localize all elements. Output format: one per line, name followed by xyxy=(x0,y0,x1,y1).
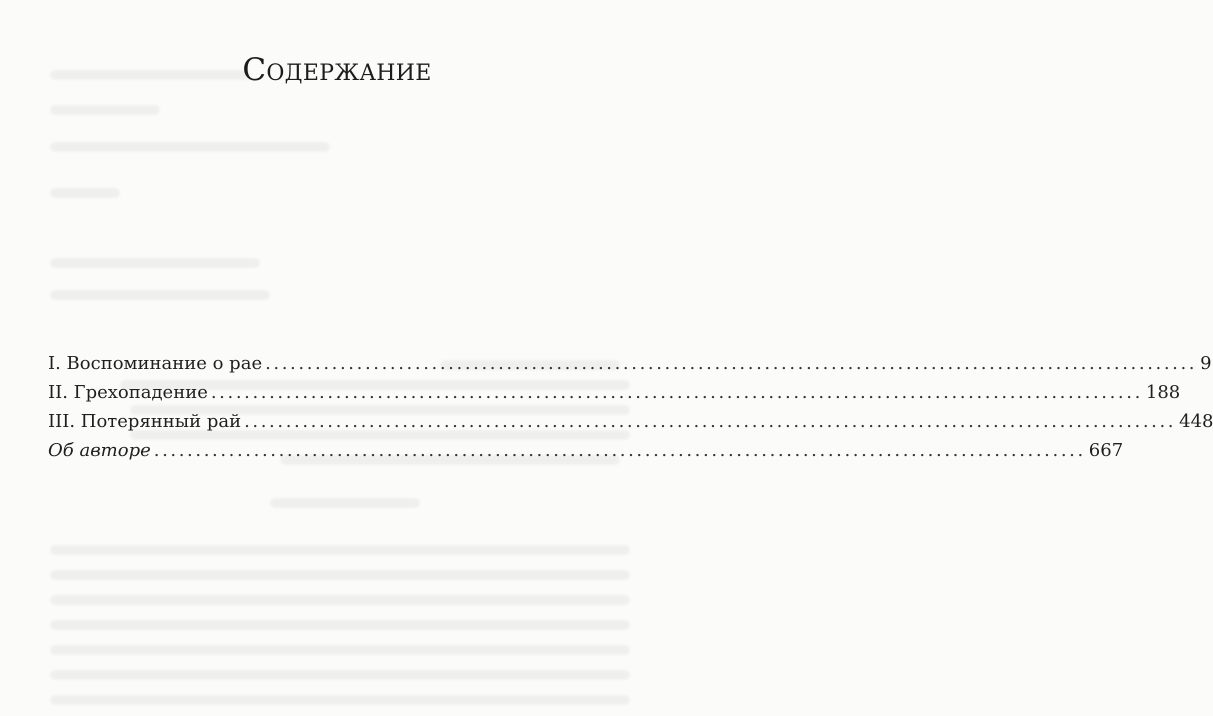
dot-leader: ................................................................................................................ xyxy=(153,440,1086,461)
toc-entry-page: 9 xyxy=(1200,353,1212,374)
toc-entry-page: 188 xyxy=(1145,382,1181,403)
toc-entry-label: III. Потерянный рай xyxy=(48,411,242,432)
dot-leader: ................................................................................................................ xyxy=(210,382,1143,403)
toc-entry-page: 667 xyxy=(1088,440,1124,461)
toc-entry-label: I. Воспоминание о рае xyxy=(48,353,263,374)
toc-entry[interactable] xyxy=(48,349,1212,378)
toc-entry[interactable] xyxy=(48,378,1181,407)
toc-entry[interactable] xyxy=(48,407,1213,436)
dot-leader: ................................................................................................................ xyxy=(244,411,1177,432)
toc-entry-label: II. Грехопадение xyxy=(48,382,208,403)
toc-entry-page: 448 xyxy=(1179,411,1213,432)
page-title: Содержание xyxy=(242,52,432,88)
toc-entry-label: Об авторе xyxy=(48,440,151,461)
toc-entry[interactable] xyxy=(48,436,1124,465)
dot-leader: ................................................................................................................ xyxy=(265,353,1198,374)
table-of-contents xyxy=(48,349,1213,465)
